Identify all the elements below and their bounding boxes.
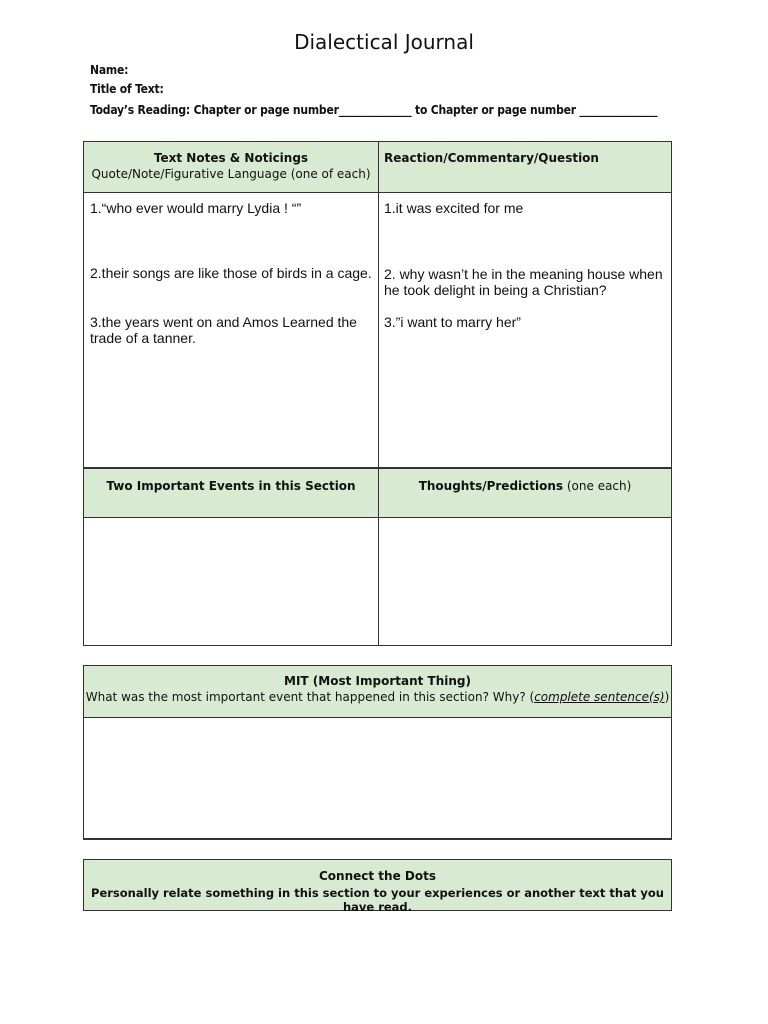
connect-dots-header: Connect the Dots bbox=[319, 869, 436, 883]
title-of-text-label: Title of Text: bbox=[90, 82, 164, 96]
text-notes-header: Text Notes & Noticings bbox=[153, 151, 309, 165]
note-entry-1[interactable]: 1.“who ever would marry Lydia ! “” bbox=[90, 200, 302, 216]
mit-question-end: ) bbox=[664, 690, 670, 704]
reaction-header: Reaction/Commentary/Question bbox=[384, 151, 599, 165]
text-notes-subheader: Quote/Note/Figurative Language (one of each) bbox=[91, 167, 371, 181]
connect-dots-prompt: Personally relate something in this section to your experiences or another text that you have read. bbox=[91, 886, 664, 914]
thoughts-header-suffix: (one each) bbox=[563, 479, 632, 493]
connect-dots-box bbox=[83, 859, 672, 914]
mit-header: MIT (Most Important Thing) bbox=[284, 674, 471, 688]
thoughts-entry-area[interactable] bbox=[379, 518, 671, 645]
page-title: Dialectical Journal bbox=[294, 30, 474, 54]
mit-question bbox=[84, 690, 671, 704]
reaction-entry-1[interactable]: 1.it was excited for me bbox=[384, 200, 524, 216]
mit-question-text: What was the most important event that happened in this section? Why? ( bbox=[85, 690, 535, 704]
note-entry-3[interactable]: 3.the years went on and Amos Learned the trade of a tanner. bbox=[90, 314, 357, 346]
reaction-entry-3[interactable]: 3.”i want to marry her” bbox=[384, 314, 521, 330]
reaction-entry-2[interactable]: 2. why wasn’t he in the meaning house when he took delight in being a Christian? bbox=[384, 266, 663, 298]
mit-header-cell bbox=[84, 666, 671, 717]
note-entry-2[interactable]: 2.their songs are like those of birds in a cage. bbox=[90, 265, 372, 281]
thoughts-header: Thoughts/Predictions bbox=[418, 479, 564, 493]
mit-box bbox=[83, 665, 672, 840]
events-header-cell bbox=[84, 469, 378, 517]
connect-dots-header-cell bbox=[84, 860, 671, 914]
reaction-header-cell bbox=[378, 142, 671, 192]
name-label: Name: bbox=[90, 63, 129, 77]
thoughts-header-cell bbox=[379, 469, 671, 517]
mit-question-emphasis: complete sentence(s) bbox=[534, 690, 665, 704]
events-header: Two Important Events in this Section bbox=[106, 479, 356, 493]
events-entry-area[interactable] bbox=[84, 518, 378, 645]
todays-reading-label: Today’s Reading: Chapter or page number______________ to Chapter or page number _______________ bbox=[90, 103, 658, 117]
journal-table bbox=[83, 141, 672, 646]
text-notes-header-cell bbox=[84, 142, 378, 192]
mit-entry-area[interactable] bbox=[84, 718, 671, 838]
